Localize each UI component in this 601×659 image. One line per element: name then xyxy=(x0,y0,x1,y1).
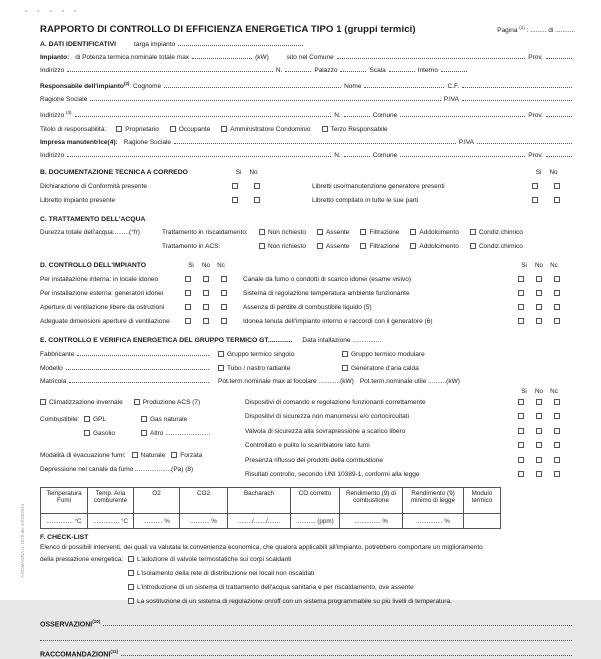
impresa-n-label: N. xyxy=(334,152,341,160)
section-e-heading: E. CONTROLLO E VERIFICA ENERGETICA DEL GRUPPO TERMICO GT............. xyxy=(40,336,293,344)
impresa-n-field xyxy=(344,152,370,157)
option-gruppo-termico-modulare xyxy=(342,350,425,359)
nome-label: Nome xyxy=(344,83,362,91)
option-acs-condiz-chimico xyxy=(470,242,523,251)
option-produzione-acs xyxy=(134,398,200,407)
altro-label: Altro ......................... xyxy=(150,430,211,438)
option-evacuazione-forzata xyxy=(171,451,202,460)
checkbox-e-right-5-si[interactable] xyxy=(518,471,524,477)
cell-rendimento-minimo: ............... % xyxy=(403,513,464,528)
checkbox-e-right-3-no[interactable] xyxy=(536,442,542,448)
checkbox-gasolio[interactable] xyxy=(84,430,90,436)
acs-assente-label: Assente xyxy=(325,242,350,250)
checkbox-acs-non-richiesto[interactable] xyxy=(259,243,265,249)
checkbox-proprietario[interactable] xyxy=(116,126,122,132)
checkbox-b-left-1-no[interactable] xyxy=(254,197,260,203)
checkbox-e-right-5-no[interactable] xyxy=(536,471,542,477)
piva-field xyxy=(462,96,572,101)
col-header-co-corretto: CO corretto xyxy=(291,487,340,513)
checkbox-d-right-0-nc[interactable] xyxy=(554,276,560,282)
modello-label: Modello xyxy=(40,364,63,372)
d-right-item-0-checkboxes xyxy=(518,275,560,281)
checkbox-d-right-3-nc[interactable] xyxy=(554,318,560,324)
checkbox-risc-condiz-chimico[interactable] xyxy=(470,229,476,235)
impianto-label: Impianto: xyxy=(40,54,70,61)
cognome-field xyxy=(164,83,341,88)
e-right-item-3-checkboxes xyxy=(518,441,560,447)
option-generatore-aria-calda xyxy=(342,364,419,373)
prov-field xyxy=(546,54,572,59)
option-gas-naturale xyxy=(141,415,187,424)
d-right-item-label: Assenza di perdite di combustibile liquido (5) xyxy=(243,303,372,311)
raccomandazioni-footnote-ref: (11) xyxy=(110,648,119,654)
checkbox-gruppo-termico-singolo[interactable] xyxy=(218,351,224,357)
b-left-item-label: Libretto impianto presente xyxy=(40,197,116,205)
gasolio-label: Gasolio xyxy=(93,430,116,438)
cell-temperatura-fumi: ............... °C xyxy=(41,513,88,528)
checkbox-b-right-1-si[interactable] xyxy=(532,197,538,203)
cell-co2: ........... % xyxy=(180,513,228,528)
page-dots: : ......... di ........... xyxy=(524,27,575,34)
col-header-temperatura-fumi: Temperatura Fumi xyxy=(41,487,88,513)
checkbox-e-right-4-no[interactable] xyxy=(536,457,542,463)
d-left-item-label: Aperture di ventilazione libere da ostruzioni xyxy=(40,303,165,311)
checklist-item-label: L'adozione di valvole termostatiche sui corpi scaldanti xyxy=(137,555,292,563)
col-header-modulo-termico: Modulo termico xyxy=(464,487,501,513)
tubo-nastro-radiante-label: Tubo / nastro radiante xyxy=(227,364,291,372)
b-left-item-label: Dichiarazione di Conformità presente xyxy=(40,183,147,191)
checkbox-e-right-0-nc[interactable] xyxy=(554,399,560,405)
checklist-item-label: La sostituzione di un sistema di regolazione on/off con un sistema programmabile su più livelli di temperatura. xyxy=(137,598,452,606)
page-counter xyxy=(497,25,575,34)
impresa-indirizzo-field xyxy=(67,152,331,157)
f-intro-line1: Elenco di possibili interventi, dei quali va valutata la convenienza economica, che qualora applicabili all'impianto, potrebbero comportare un miglioramento xyxy=(40,544,483,552)
potenza-label: di Potenza termica nominale totale max xyxy=(75,54,190,61)
e-right-item-2-checkboxes xyxy=(518,427,560,433)
data-installazione-label: Data intallazione ................ xyxy=(302,336,382,344)
checkbox-evacuazione-naturale[interactable] xyxy=(132,452,138,458)
checkbox-d-left-0-no[interactable] xyxy=(203,276,209,282)
generatore-aria-calda-label: Generatore d'aria calda xyxy=(351,364,419,372)
d-left-item-label: Adeguate dimensioni aperture di ventilazione xyxy=(40,317,170,325)
prov3-field xyxy=(546,112,572,117)
pot-focolare-label: Pot.term.nominale max al focolare ............(kW) xyxy=(218,377,354,385)
checkbox-d-left-0-nc[interactable] xyxy=(221,276,227,282)
checkbox-amministratore-condominio[interactable] xyxy=(221,126,227,132)
acs-non-richiesto-label: Non richiesto xyxy=(268,242,306,250)
checkbox-risc-non-richiesto[interactable] xyxy=(259,229,265,235)
risc-assente-label: Assente xyxy=(325,228,350,236)
option-risc-non-richiesto xyxy=(259,228,306,237)
option-risc-assente xyxy=(317,228,350,237)
impresa-piva-field xyxy=(477,139,572,144)
section-f-heading: F. CHECK-LIST xyxy=(40,533,89,541)
checkbox-e-right-1-no[interactable] xyxy=(536,413,542,419)
n3-field xyxy=(344,112,370,117)
cf-field xyxy=(462,83,572,88)
b-right-item-0-checkboxes xyxy=(532,182,560,188)
cognome-label: : Cognome xyxy=(129,83,162,91)
combustibile-label: Combustibile: xyxy=(40,415,80,423)
interno-label: Interno xyxy=(417,67,438,74)
option-risc-condiz-chimico xyxy=(470,228,523,237)
option-acs-addolcimento xyxy=(410,242,458,251)
page-label: Pagina xyxy=(497,27,520,34)
checkbox-d-right-1-no[interactable] xyxy=(536,290,542,296)
checkbox-b-left-0-no[interactable] xyxy=(254,183,260,189)
checkbox-gas-naturale[interactable] xyxy=(141,416,147,422)
b-left-si-no-header: Si No xyxy=(235,169,258,177)
page-footnote-ref: (1) xyxy=(519,24,525,30)
checkbox-e-right-2-si[interactable] xyxy=(518,428,524,434)
option-checklist-1 xyxy=(128,569,314,578)
checklist-item-label: L'introduzione di un sistema di trattamento dell'acqua sanitaria e per riscaldamento, ove assente xyxy=(137,584,414,592)
impresa-comune-field xyxy=(400,152,525,157)
b-right-item-label: Libretti uso/manutenzione generatore presenti xyxy=(312,183,445,191)
checkbox-d-right-3-si[interactable] xyxy=(518,318,524,324)
titolo-responsabilita-label: Titolo di responsabilità: xyxy=(40,126,107,134)
checkbox-e-right-2-nc[interactable] xyxy=(554,428,560,434)
checkbox-d-right-1-nc[interactable] xyxy=(554,290,560,296)
option-tubo-nastro-radiante xyxy=(218,364,331,373)
proprietario-label: Proprietario xyxy=(125,126,159,134)
n-label: N. xyxy=(275,67,283,74)
impresa-prov-field xyxy=(546,152,572,157)
nome-field xyxy=(364,83,444,88)
indirizzo-label: Indirizzo xyxy=(40,67,65,74)
checkbox-d-left-1-no[interactable] xyxy=(203,290,209,296)
cell-co-corretto: ........... (ppm) xyxy=(291,513,340,528)
potenza-field xyxy=(192,54,252,59)
option-acs-filtrazione xyxy=(360,242,399,251)
section-d-heading: D. CONTROLLO DELL'IMPIANTO xyxy=(40,261,147,269)
prov3-label: Prov. xyxy=(528,112,543,120)
checkbox-risc-assente[interactable] xyxy=(317,229,323,235)
checkbox-generatore-aria-calda[interactable] xyxy=(342,365,348,371)
option-risc-addolcimento xyxy=(410,228,458,237)
checkbox-d-right-0-no[interactable] xyxy=(536,276,542,282)
e-right-item-label: Dispositivi di comando e regolazione funzionanti correttamente xyxy=(245,398,426,406)
e-right-item-4-checkboxes xyxy=(518,456,560,462)
checkbox-checklist-0[interactable] xyxy=(128,556,134,562)
climatizzazione-invernale-label: Climatizzazione invernale xyxy=(49,398,123,406)
option-gpl xyxy=(84,415,130,424)
gas-naturale-label: Gas naturale xyxy=(150,415,188,423)
terzo-responsabile-label: Terzo Responsabile xyxy=(330,126,388,134)
checkbox-produzione-acs[interactable] xyxy=(134,399,140,405)
checkbox-occupante[interactable] xyxy=(170,126,176,132)
cell-temp-aria-comburente: ............... °C xyxy=(88,513,134,528)
risc-addolcimento-label: Addolcimento xyxy=(419,228,459,236)
option-proprietario xyxy=(116,125,159,134)
e-right-item-label: Presenza riflusso dei prodotti della combustione xyxy=(245,456,384,464)
d-left-item-3-checkboxes xyxy=(185,317,227,323)
piva-label: P.IVA xyxy=(443,96,459,104)
osservazioni-footnote-ref: (10) xyxy=(92,618,101,624)
e-right-item-1-checkboxes xyxy=(518,412,560,418)
checkbox-e-right-4-nc[interactable] xyxy=(554,457,560,463)
checkbox-b-left-0-si[interactable] xyxy=(232,183,238,189)
risc-non-richiesto-label: Non richiesto xyxy=(268,228,306,236)
f-intro-line2: della prestazione energetica: xyxy=(40,555,124,563)
checkbox-climatizzazione-invernale[interactable] xyxy=(40,399,46,405)
checkbox-risc-addolcimento[interactable] xyxy=(410,229,416,235)
comune-label: Comune xyxy=(372,112,398,120)
evacuazione-fumi-label: Modalità di evacuazione fumi: xyxy=(40,452,126,460)
checkbox-evacuazione-forzata[interactable] xyxy=(171,452,177,458)
ragione-sociale-field xyxy=(90,96,440,101)
trattamento-acs-label: Trattamento in ACS: xyxy=(162,242,221,250)
d-left-item-label: Per installazione esterna: generatori idonei xyxy=(40,289,164,297)
option-altro xyxy=(141,429,210,438)
col-header-co2: CO2 xyxy=(180,487,228,513)
impresa-ragione-sociale-label: Ragione Sociale xyxy=(123,139,172,147)
checkbox-d-left-2-nc[interactable] xyxy=(221,304,227,310)
checkbox-e-right-3-si[interactable] xyxy=(518,442,524,448)
impresa-ragione-sociale-field xyxy=(174,139,456,144)
section-b-heading: B. DOCUMENTAZIONE TECNICA A CORREDO xyxy=(40,169,188,177)
risc-filtrazione-label: Filtrazione xyxy=(369,228,400,236)
option-acs-non-richiesto xyxy=(259,242,306,251)
depressione-label: Depressione nel canale da fumo ....................(Pa) (8) xyxy=(40,465,194,473)
checkbox-d-left-3-nc[interactable] xyxy=(221,318,227,324)
checkbox-d-right-1-si[interactable] xyxy=(518,290,524,296)
col-header-rendimento-minimo: Rendimento (9) minimo di legge xyxy=(403,487,464,513)
checklist-item-label: L'isolamento della rete di distribuzione nei locali non riscaldati xyxy=(137,570,315,577)
cell-modulo-termico xyxy=(464,513,501,528)
checkbox-e-right-0-si[interactable] xyxy=(518,399,524,405)
d-right-item-label: Canale da fumo o condotti di scarico idonei (esame visivo) xyxy=(243,275,412,283)
option-risc-filtrazione xyxy=(360,228,399,237)
n3-label: N. xyxy=(334,112,341,120)
option-gasolio xyxy=(84,429,130,438)
osservazioni-field-line2 xyxy=(40,636,572,641)
matricola-field xyxy=(69,378,209,383)
checkbox-d-left-3-no[interactable] xyxy=(203,318,209,324)
acs-condiz-chimico-label: Condiz.chimico xyxy=(478,242,523,250)
checkbox-gpl[interactable] xyxy=(84,416,90,422)
impresa-piva-label: P.IVA xyxy=(458,139,474,147)
checkbox-acs-assente[interactable] xyxy=(317,243,323,249)
option-checklist-0 xyxy=(128,555,291,564)
matricola-label: Matricola xyxy=(40,377,67,385)
option-acs-assente xyxy=(317,242,350,251)
d-left-item-0-checkboxes xyxy=(185,275,227,281)
option-checklist-2 xyxy=(128,583,414,592)
checkbox-d-left-2-no[interactable] xyxy=(203,304,209,310)
indirizzo3-footnote-ref: (3) xyxy=(66,110,72,116)
indirizzo-field xyxy=(67,67,273,72)
produzione-acs-label: Produzione ACS (7) xyxy=(142,398,201,406)
checkbox-b-right-0-no[interactable] xyxy=(554,183,560,189)
checkbox-acs-condiz-chimico[interactable] xyxy=(470,243,476,249)
palazzo-label: Palazzo xyxy=(314,67,338,74)
osservazioni-field-line1 xyxy=(103,621,572,626)
checkbox-risc-filtrazione[interactable] xyxy=(360,229,366,235)
e-right-item-label: Risultati controllo, secondo UNI 10389-1, conformi alla legge xyxy=(245,471,420,479)
acs-addolcimento-label: Addolcimento xyxy=(419,242,459,250)
checkbox-d-right-0-si[interactable] xyxy=(518,276,524,282)
e-right-item-5-checkboxes xyxy=(518,470,560,476)
checkbox-e-right-4-si[interactable] xyxy=(518,457,524,463)
d-right-item-2-checkboxes xyxy=(518,303,560,309)
cell-o2: ........... % xyxy=(134,513,180,528)
impresa-prov-label: Prov. xyxy=(528,152,543,160)
responsabile-footnote-ref: (2) xyxy=(123,81,130,86)
gpl-label: GPL xyxy=(93,415,107,423)
section-e-right-column xyxy=(245,398,575,485)
col-header-rendimento-combustione: Rendimento (9) di combustione xyxy=(340,487,403,513)
sito-comune-field xyxy=(337,54,526,59)
d-right-item-label: Idonea tenuta dell'impianto interno e raccordi con il generatore (6) xyxy=(243,317,433,325)
trattamento-riscaldamento-label: Trattamento in riscaldamento: xyxy=(162,228,248,236)
raccomandazioni-label: RACCOMANDAZIONI$^{(11)}$ xyxy=(40,648,119,659)
scala-label: Scala xyxy=(369,67,386,74)
checkbox-d-left-1-nc[interactable] xyxy=(221,290,227,296)
section-c-heading: C. TRATTAMENTO DELL'ACQUA xyxy=(40,216,146,224)
scala-field xyxy=(389,67,415,72)
option-evacuazione-naturale xyxy=(132,451,166,460)
checkbox-b-right-0-si[interactable] xyxy=(532,183,538,189)
ragione-sociale-label: Ragione Sociale xyxy=(40,96,88,104)
option-climatizzazione-invernale xyxy=(40,398,123,407)
pot-utile-label: Pot.term.nominale utile ..........(kW) xyxy=(359,377,460,385)
checkbox-d-left-2-si[interactable] xyxy=(185,304,191,310)
col-header-bacharach: Bacharach xyxy=(228,487,291,513)
cell-rendimento-combustione: ............... % xyxy=(340,513,403,528)
comune-field xyxy=(400,112,525,117)
checkbox-d-left-0-si[interactable] xyxy=(185,276,191,282)
palazzo-field xyxy=(340,67,366,72)
option-terzo-responsabile xyxy=(322,125,388,134)
section-e-left-column xyxy=(40,398,245,480)
e-right-item-label: Dispositivi di sicurezza non manomessi e/o cortocircuitati xyxy=(245,413,410,421)
d-right-item-1-checkboxes xyxy=(518,289,560,295)
checkbox-e-right-1-nc[interactable] xyxy=(554,413,560,419)
checkbox-b-right-1-no[interactable] xyxy=(554,197,560,203)
risc-condiz-chimico-label: Condiz.chimico xyxy=(478,228,523,236)
d-left-item-label: Per installazione interna: in locale idoneo xyxy=(40,275,159,283)
col-header-temp-aria-comburente: Temp. Aria comburente xyxy=(88,487,134,513)
checkbox-d-right-3-no[interactable] xyxy=(536,318,542,324)
b-right-si-no-header: Si No xyxy=(535,169,558,177)
checkbox-e-right-2-no[interactable] xyxy=(536,428,542,434)
top-dashes: - - - - - xyxy=(25,8,81,15)
combustion-measurements-table xyxy=(40,487,501,529)
checkbox-terzo-responsabile[interactable] xyxy=(322,126,328,132)
d-left-si-no-nc-header: Si No Nc xyxy=(188,261,225,269)
gruppo-termico-modulare-label: Gruppo termico modulare xyxy=(351,350,425,358)
indirizzo3-field xyxy=(75,112,332,117)
page-title: RAPPORTO DI CONTROLLO DI EFFICIENZA ENERGETICA TIPO 1 (gruppi termici) xyxy=(40,24,416,35)
acs-filtrazione-label: Filtrazione xyxy=(369,242,400,250)
e-right-item-0-checkboxes xyxy=(518,398,560,404)
impresa-indirizzo-label: Indirizzo xyxy=(40,152,65,160)
targa-impianto-label: targa impianto xyxy=(134,41,176,48)
checkbox-e-right-1-si[interactable] xyxy=(518,413,524,419)
checkbox-checklist-3[interactable] xyxy=(128,598,134,604)
evacuazione-forzata-label: Forzata xyxy=(180,452,203,460)
evacuazione-naturale-label: Naturale xyxy=(140,452,166,460)
osservazioni-label: OSSERVAZIONI$^{(10)}$ xyxy=(40,618,101,628)
d-left-item-2-checkboxes xyxy=(185,303,227,309)
sito-comune-label: sito nel Comune xyxy=(286,54,334,61)
checkbox-e-right-0-no[interactable] xyxy=(536,399,542,405)
option-amministratore xyxy=(221,125,310,134)
option-checklist-3 xyxy=(128,597,452,606)
checkbox-acs-addolcimento[interactable] xyxy=(410,243,416,249)
checkbox-e-right-5-nc[interactable] xyxy=(554,471,560,477)
interno-field xyxy=(441,67,467,72)
occupante-label: Occupante xyxy=(178,126,211,134)
e-right-item-label: Valvola di sicurezza alla sovrapressione a scarico libero xyxy=(245,427,406,435)
e-si-no-nc-header: Si No Nc xyxy=(521,387,558,395)
side-regulation-note: A ROMAGNA n. 1578 del 13/10/2014 xyxy=(20,503,25,578)
e-right-item-label: Controllato e pulito lo scambiatore lato fumi xyxy=(245,442,370,450)
checkbox-tubo-nastro-radiante[interactable] xyxy=(218,365,224,371)
raccomandazioni-field-line1 xyxy=(121,651,572,656)
col-header-o2: O2 xyxy=(134,487,180,513)
b-right-item-label: Libretto compilato in tutte le sue parti xyxy=(312,197,419,205)
modello-field xyxy=(66,365,209,370)
checkbox-e-right-3-nc[interactable] xyxy=(554,442,560,448)
targa-impianto-field xyxy=(178,41,303,46)
cell-bacharach: ......../......./....... xyxy=(228,513,291,528)
checkbox-gruppo-termico-modulare[interactable] xyxy=(342,351,348,357)
durezza-label: Durezza totale dell'acqua:........(°fr) xyxy=(40,228,140,236)
responsabile-label: Responsabile dell'impianto$^{(2)}$ xyxy=(40,81,130,91)
n-field xyxy=(285,67,311,72)
b-left-item-1-checkboxes xyxy=(232,196,260,202)
d-left-item-1-checkboxes xyxy=(185,289,227,295)
option-occupante xyxy=(170,125,210,134)
checkbox-d-left-1-si[interactable] xyxy=(185,290,191,296)
section-a-heading: A. DATI IDENTIFICATIVI xyxy=(40,41,117,48)
impresa-manutentrice-label: Impresa manutentrice(4): xyxy=(40,139,118,147)
d-right-item-label: Sistema di regolazione temperatura ambiente funzionante xyxy=(243,289,410,297)
fabbricante-field xyxy=(77,351,209,356)
gruppo-termico-singolo-label: Gruppo termico singolo xyxy=(227,350,295,358)
checkbox-d-left-3-si[interactable] xyxy=(185,318,191,324)
option-gruppo-termico-singolo xyxy=(218,350,331,359)
d-right-si-no-nc-header: Si No Nc xyxy=(521,261,558,269)
amministratore-label: Amministratore Condominio xyxy=(230,126,311,134)
indirizzo3-label: Indirizzo $^{(3)}$ xyxy=(40,110,72,120)
d-right-item-3-checkboxes xyxy=(518,317,560,323)
b-left-item-0-checkboxes xyxy=(232,182,260,188)
checkbox-b-left-1-si[interactable] xyxy=(232,197,238,203)
checkbox-d-right-2-no[interactable] xyxy=(536,304,542,310)
impresa-comune-label: Comune xyxy=(372,152,398,160)
fabbricante-label: Fabbricante xyxy=(40,350,75,358)
checkbox-altro[interactable] xyxy=(141,430,147,436)
checkbox-d-right-2-nc[interactable] xyxy=(554,304,560,310)
checkbox-checklist-1[interactable] xyxy=(128,570,134,576)
prov-label: Prov. xyxy=(528,54,543,61)
checkbox-checklist-2[interactable] xyxy=(128,584,134,590)
kw-label: (kW) xyxy=(255,54,269,61)
checkbox-d-right-2-si[interactable] xyxy=(518,304,524,310)
b-right-item-1-checkboxes xyxy=(532,196,560,202)
checkbox-acs-filtrazione[interactable] xyxy=(360,243,366,249)
cf-label: C.F. xyxy=(447,83,459,91)
